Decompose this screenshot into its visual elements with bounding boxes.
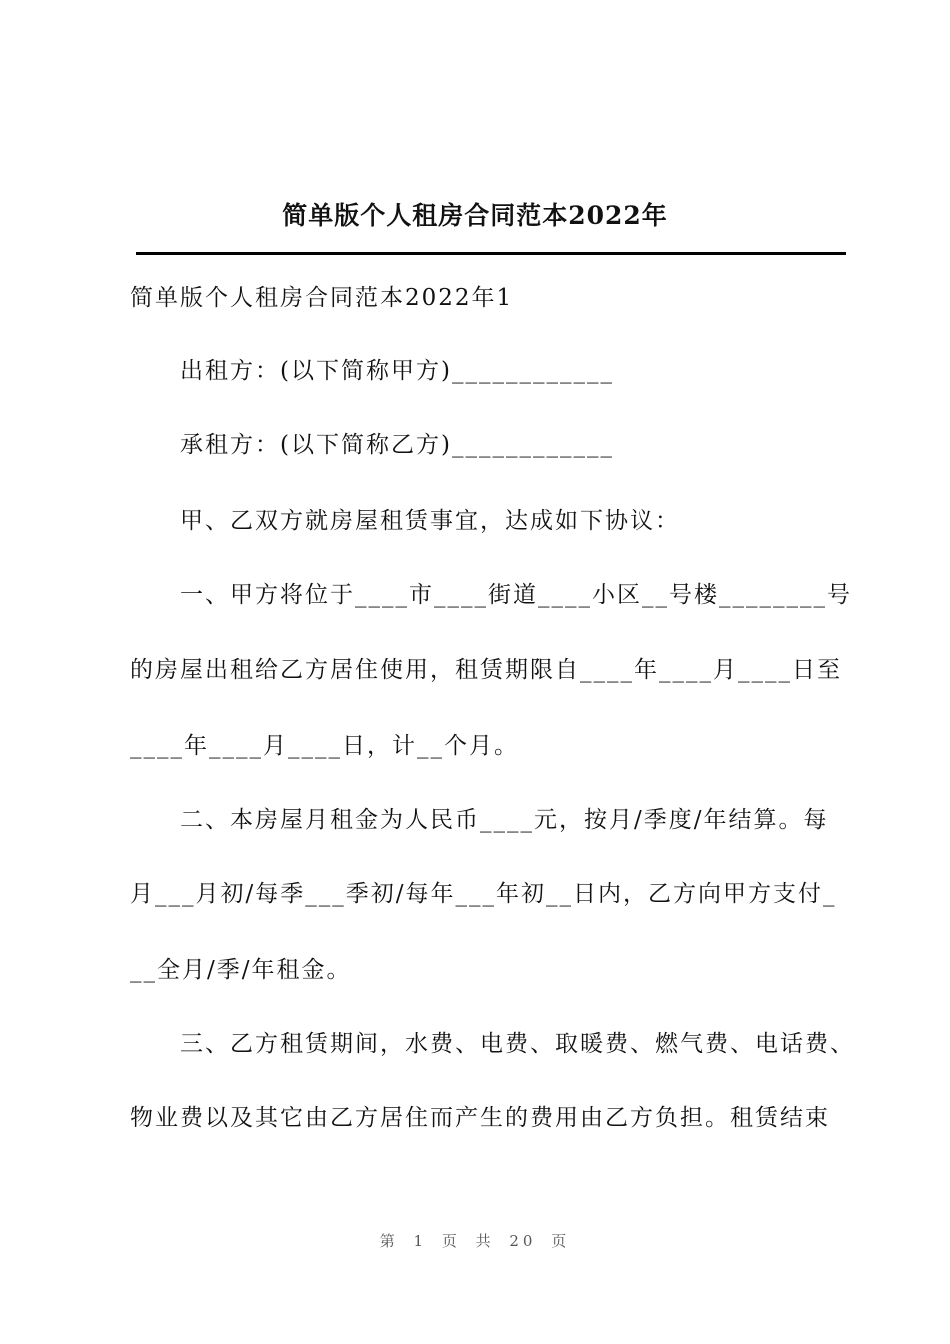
clause-1-line-3: ____年____月____日，计__个月。 [130, 733, 519, 759]
clause-2-line-3: __全月/季/年租金。 [130, 957, 352, 983]
clause-1-line-2: 的房屋出租给乙方居住使用，租赁期限自____年____月____日至 [130, 657, 842, 683]
title-divider [136, 252, 846, 255]
document-title: 简单版个人租房合同范本2022年 [282, 201, 668, 230]
subtitle-line: 简单版个人租房合同范本2022年1 [130, 285, 514, 311]
clause-1-line-1: 一、甲方将位于____市____街道____小区__号楼________号 [180, 582, 852, 608]
clause-3-line-2: 物业费以及其它由乙方居住而产生的费用由乙方负担。租赁结束 [130, 1105, 830, 1131]
lessor-line: 出租方：(以下简称甲方)____________ [180, 358, 614, 384]
agreement-intro-line: 甲、乙双方就房屋租赁事宜，达成如下协议： [180, 508, 680, 534]
lessee-line: 承租方：(以下简称乙方)____________ [180, 432, 614, 458]
page-number-footer: 第 1 页 共 20 页 [379, 1232, 571, 1250]
clause-2-line-1: 二、本房屋月租金为人民币____元，按月/季度/年结算。每 [180, 807, 829, 833]
clause-3-line-1: 三、乙方租赁期间，水费、电费、取暖费、燃气费、电话费、 [180, 1031, 855, 1057]
clause-2-line-2: 月___月初/每季___季初/每年___年初__日内，乙方向甲方支付_ [130, 881, 837, 907]
